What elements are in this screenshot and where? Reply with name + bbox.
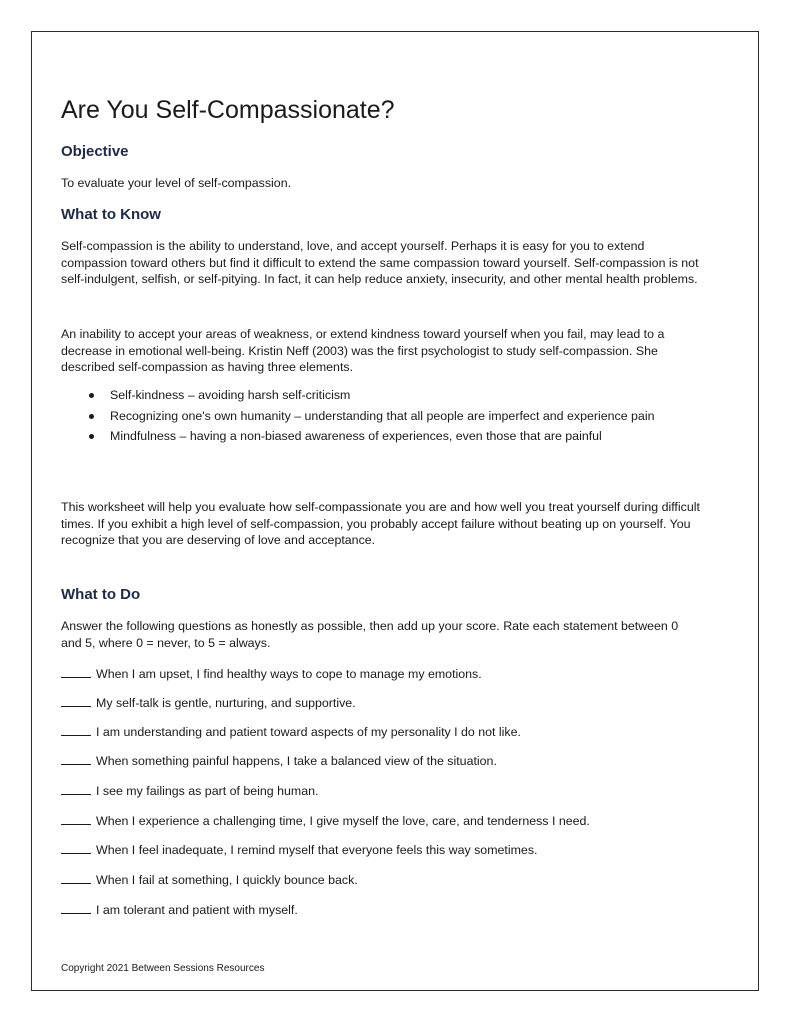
rating-statement [61, 724, 521, 740]
rating-statement [61, 783, 318, 799]
statement-text: When I fail at something, I quickly bounce back. [96, 873, 358, 887]
statement-text: My self-talk is gentle, nurturing, and supportive. [96, 696, 356, 710]
list-item [61, 428, 701, 445]
what-to-know-heading: What to Know [61, 206, 161, 223]
what-to-know-paragraph: Self-compassion is the ability to understand, love, and accept yourself. Perhaps it is easy for you to extend compassion toward others but find it difficult to extend the same compassion toward yourself. Self-compassion is not self-indulgent, selfish, or self-pitying. In fact, it can help reduce anxiety, insecurity, and other mental health problems. [61, 239, 699, 286]
list-item [61, 408, 701, 425]
page-title: Are You Self-Compassionate? [61, 96, 395, 124]
score-blank[interactable] [61, 843, 91, 854]
rating-statement [61, 813, 590, 829]
objective-heading: Objective [61, 143, 129, 160]
copyright-footer: Copyright 2021 Between Sessions Resources [61, 963, 265, 974]
statement-text: When I experience a challenging time, I give myself the love, care, and tenderness I need. [96, 814, 590, 828]
closing-paragraph: This worksheet will help you evaluate how self-compassionate you are and how well you treat yourself during difficult times. If you exhibit a high level of self-compassion, you probably accept failure without beating up on yourself. You recognize that you are deserving of love and acceptance. [61, 500, 700, 547]
score-blank[interactable] [61, 696, 91, 707]
score-blank[interactable] [61, 903, 91, 914]
statement-text: I am understanding and patient toward aspects of my personality I do not like. [96, 725, 521, 739]
statement-text: When I feel inadequate, I remind myself that everyone feels this way sometimes. [96, 843, 538, 857]
what-to-know-paragraph: An inability to accept your areas of weakness, or extend kindness toward yourself when you fail, may lead to a decrease in emotional well-being. Kristin Neff (2003) was the first psychologist to study self-compassion. She described self-compassion as having three elements. [61, 327, 665, 374]
score-blank[interactable] [61, 873, 91, 884]
statement-text: I am tolerant and patient with myself. [96, 903, 298, 917]
bullet-icon [89, 434, 94, 439]
rating-statement [61, 902, 298, 918]
score-blank[interactable] [61, 814, 91, 825]
rating-statement [61, 695, 356, 711]
elements-list [61, 387, 701, 449]
bullet-icon [89, 414, 94, 419]
instructions-text: Answer the following questions as honestly as possible, then add up your score. Rate each statement between 0 and 5, where 0 = never, to 5 = always. [61, 619, 679, 650]
objective-text: To evaluate your level of self-compassion. [61, 176, 292, 190]
rating-statement [61, 842, 537, 858]
rating-statement [61, 753, 497, 769]
list-item-text: Recognizing one's own humanity – understanding that all people are imperfect and experience pain [110, 408, 655, 423]
list-item [61, 387, 701, 404]
score-blank[interactable] [61, 667, 91, 678]
statement-text: When something painful happens, I take a balanced view of the situation. [96, 754, 497, 768]
score-blank[interactable] [61, 784, 91, 795]
score-blank[interactable] [61, 754, 91, 765]
statement-text: When I am upset, I find healthy ways to cope to manage my emotions. [96, 667, 482, 681]
rating-statement [61, 666, 482, 682]
bullet-icon [89, 393, 94, 398]
statement-text: I see my failings as part of being human. [96, 784, 319, 798]
what-to-do-heading: What to Do [61, 586, 141, 603]
rating-statement [61, 872, 358, 888]
list-item-text: Self-kindness – avoiding harsh self-criticism [110, 388, 351, 402]
list-item-text: Mindfulness – having a non-biased awareness of experiences, even those that are painful [110, 429, 602, 443]
score-blank[interactable] [61, 725, 91, 736]
